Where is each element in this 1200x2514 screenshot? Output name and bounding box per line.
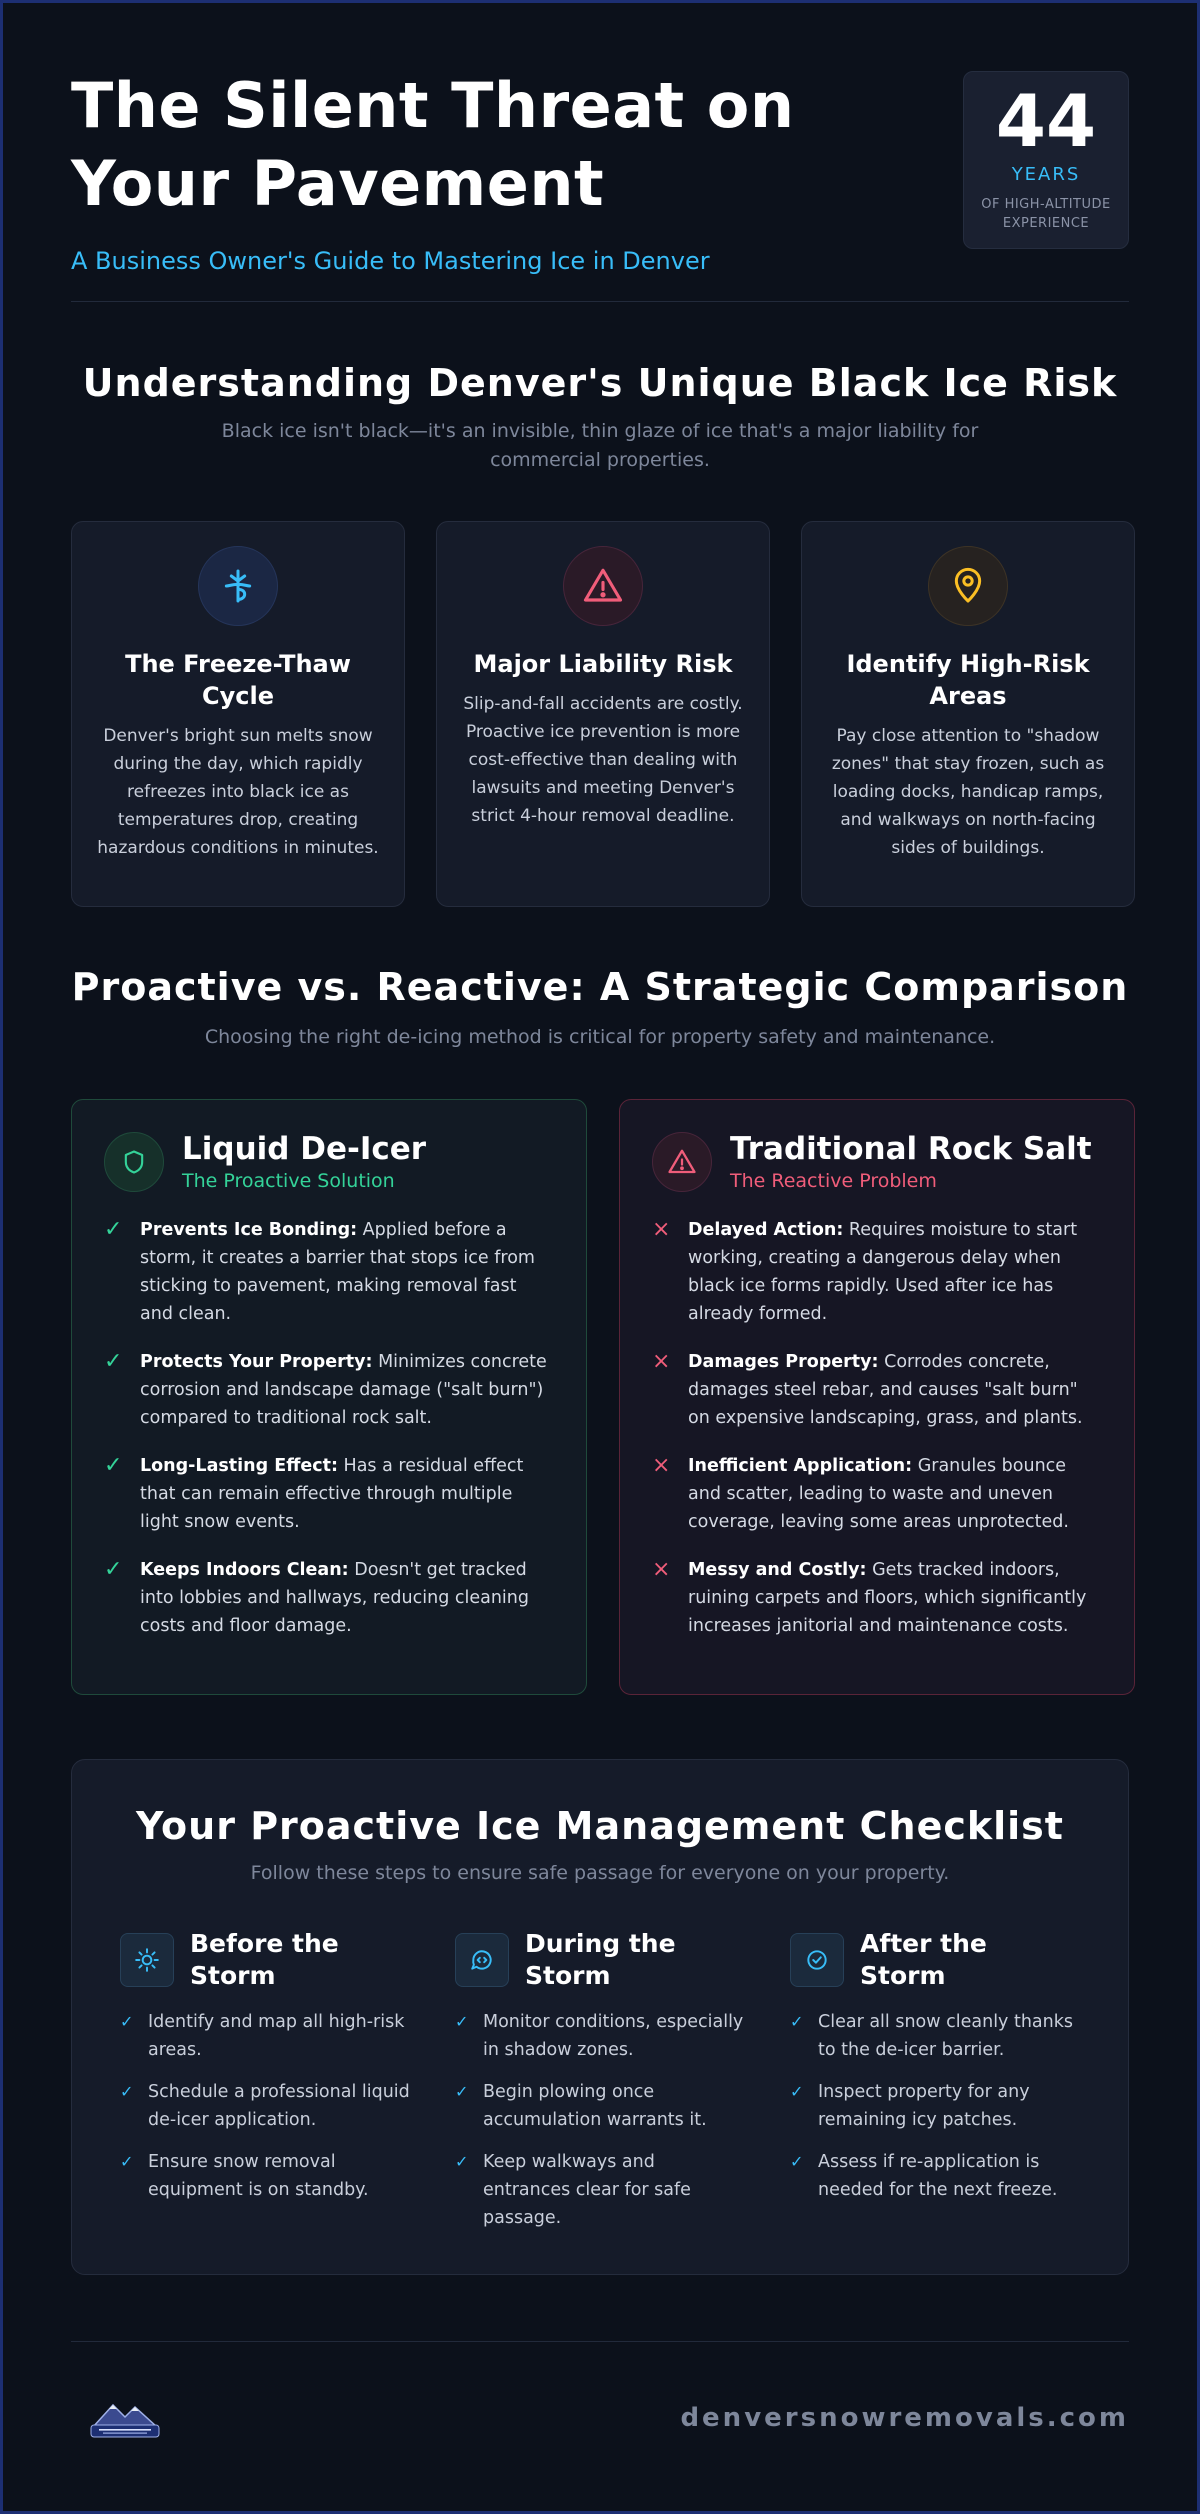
checklist-panel: [71, 1759, 1129, 2275]
item-text: Schedule a professional liquid de-icer application.: [148, 2082, 410, 2130]
rock-salt-card: [619, 1099, 1135, 1695]
liquid-deicer-list: [104, 1216, 554, 1640]
checklist-column-title: Before the Storm: [190, 1929, 339, 1990]
years-sublabel: OF HIGH-ALTITUDE EXPERIENCE: [981, 197, 1111, 231]
years-number: 44: [995, 79, 1097, 163]
risk-card-freeze-thaw: [71, 521, 405, 907]
item-text: Ensure snow removal equipment is on standby.: [148, 2152, 369, 2200]
check-icon: ✓: [790, 2082, 804, 2101]
rock-salt-tag: The Reactive Problem: [730, 1170, 937, 1192]
checklist-before-storm: [120, 1928, 410, 2218]
comparison-subtitle: Choosing the right de-icing method is critical for property safety and maintenance.: [204, 1026, 996, 1048]
item-lead: Inefficient Application:: [688, 1456, 913, 1476]
freeze-thaw-icon: [198, 546, 278, 626]
check-icon: ✓: [790, 2152, 804, 2171]
risk-section-title: Understanding Denver's Unique Black Ice Risk: [82, 361, 1118, 405]
risk-card-body: Denver's bright sun melts snow during the day, which rapidly refreezes into black ice as temperatures drop, creating hazardous conditions in minutes.: [97, 726, 379, 858]
header-divider: [71, 301, 1129, 302]
close-icon: ×: [652, 1557, 671, 1582]
list-item: [790, 2008, 1080, 2064]
website-link[interactable]: denversnowremovals.com: [680, 2403, 1129, 2433]
list-item: [652, 1556, 1102, 1640]
company-logo[interactable]: [85, 2395, 165, 2441]
checklist-during-storm: [455, 1928, 745, 2246]
check-icon: ✓: [104, 1557, 123, 1582]
shield-icon: [104, 1132, 164, 1192]
checklist-column-title: After the Storm: [860, 1929, 987, 1990]
list-item: [104, 1556, 554, 1640]
check-icon: ✓: [455, 2082, 469, 2101]
list-item: [455, 2148, 745, 2232]
warning-icon: [652, 1132, 712, 1192]
item-text: Applied before a storm, it creates a barrier that stops ice from sticking to pavement, making removal fast and clean.: [140, 1220, 535, 1324]
liquid-deicer-header: [104, 1130, 554, 1194]
checklist-subtitle: Follow these steps to ensure safe passage for everyone on your property.: [250, 1862, 950, 1884]
liquid-deicer-tag: The Proactive Solution: [182, 1170, 395, 1192]
risk-card-body: Slip-and-fall accidents are costly. Proactive ice prevention is more cost-effective than dealing with lawsuits and meeting Denver's strict 4-hour removal deadline.: [463, 694, 743, 826]
page-title: The Silent Threat on Your Pavement: [71, 69, 795, 220]
rock-salt-header: [652, 1130, 1102, 1194]
list-item: [455, 2008, 745, 2064]
list-item: [104, 1216, 554, 1328]
checklist-title: Your Proactive Ice Management Checklist: [136, 1804, 1064, 1848]
list-item: [455, 2078, 745, 2134]
item-lead: Protects Your Property:: [140, 1352, 373, 1372]
years-badge: [963, 71, 1129, 249]
close-icon: ×: [652, 1217, 671, 1242]
rock-salt-title: Traditional Rock Salt: [730, 1131, 1092, 1167]
list-item: [120, 2008, 410, 2064]
years-label: YEARS: [1011, 164, 1081, 185]
check-icon: ✓: [455, 2012, 469, 2031]
check-icon: ✓: [120, 2012, 134, 2031]
check-icon: ✓: [104, 1349, 123, 1374]
risk-card-title: Major Liability Risk: [473, 650, 733, 678]
rock-salt-list: [652, 1216, 1102, 1640]
item-lead: Delayed Action:: [688, 1220, 844, 1240]
risk-card-title: The Freeze-Thaw Cycle: [125, 650, 351, 710]
item-text: Begin plowing once accumulation warrants it.: [483, 2082, 707, 2130]
check-icon: ✓: [104, 1453, 123, 1478]
check-icon: ✓: [790, 2012, 804, 2031]
checklist-after-storm: [790, 1928, 1080, 2218]
risk-card-title: Identify High-Risk Areas: [846, 650, 1090, 710]
item-text: Clear all snow cleanly thanks to the de-icer barrier.: [818, 2012, 1073, 2060]
list-item: [652, 1452, 1102, 1536]
risk-card-liability: [436, 521, 770, 907]
close-icon: ×: [652, 1349, 671, 1374]
close-icon: ×: [652, 1453, 671, 1478]
sun-icon: [120, 1933, 174, 1987]
list-item: [120, 2148, 410, 2204]
check-icon: ✓: [104, 1217, 123, 1242]
list-item: [120, 2078, 410, 2134]
list-item: [790, 2148, 1080, 2204]
check-icon: ✓: [120, 2082, 134, 2101]
item-text: Granules bounce and scatter, leading to waste and uneven coverage, leaving some areas unprotected.: [688, 1456, 1069, 1532]
item-lead: Long-Lasting Effect:: [140, 1456, 338, 1476]
liquid-deicer-card: [71, 1099, 587, 1695]
item-text: Monitor conditions, especially in shadow zones.: [483, 2012, 744, 2060]
check-icon: ✓: [455, 2152, 469, 2171]
item-lead: Prevents Ice Bonding:: [140, 1220, 358, 1240]
item-text: Has a residual effect that can remain effective through multiple light snow events.: [140, 1456, 524, 1532]
risk-card-high-risk-areas: [801, 521, 1135, 907]
page-subtitle: A Business Owner's Guide to Mastering Ice in Denver: [71, 247, 710, 275]
item-text: Corrodes concrete, damages steel rebar, and causes "salt burn" on expensive landscaping, grass, and plants.: [688, 1352, 1083, 1428]
list-item: [790, 2078, 1080, 2134]
item-text: Gets tracked indoors, ruining carpets and floors, which significantly increases janitorial and maintenance costs.: [688, 1560, 1087, 1636]
check-icon: ✓: [120, 2152, 134, 2171]
list-item: [652, 1216, 1102, 1328]
risk-section-subtitle: Black ice isn't black—it's an invisible, thin glaze of ice that's a major liability for commercial properties.: [221, 420, 979, 471]
item-text: Inspect property for any remaining icy patches.: [818, 2082, 1030, 2130]
item-text: Assess if re-application is needed for the next freeze.: [818, 2152, 1058, 2200]
location-pin-icon: [928, 546, 1008, 626]
item-text: Requires moisture to start working, creating a dangerous delay when black ice forms rapidly. Used after ice has already formed.: [688, 1220, 1078, 1324]
item-lead: Keeps Indoors Clean:: [140, 1560, 349, 1580]
warning-icon: [563, 546, 643, 626]
item-lead: Messy and Costly:: [688, 1560, 867, 1580]
comparison-title: Proactive vs. Reactive: A Strategic Comparison: [71, 965, 1129, 1009]
footer-divider: [71, 2341, 1129, 2342]
checklist-column-title: During the Storm: [525, 1929, 676, 1990]
list-item: [652, 1348, 1102, 1432]
liquid-deicer-title: Liquid De-Icer: [182, 1131, 427, 1167]
check-circle-icon: [790, 1933, 844, 1987]
item-text: Identify and map all high-risk areas.: [148, 2012, 405, 2060]
item-text: Keep walkways and entrances clear for safe passage.: [483, 2152, 691, 2228]
list-item: [104, 1452, 554, 1536]
list-item: [104, 1348, 554, 1432]
item-text: Minimizes concrete corrosion and landscape damage ("salt burn") compared to traditional rock salt.: [140, 1352, 547, 1428]
risk-card-body: Pay close attention to "shadow zones" that stay frozen, such as loading docks, handicap ramps, and walkways on north-facing sides of buildings.: [831, 726, 1105, 858]
chat-code-icon: [455, 1933, 509, 1987]
item-lead: Damages Property:: [688, 1352, 879, 1372]
header: [71, 67, 1129, 307]
item-text: Doesn't get tracked into lobbies and hallways, reducing cleaning costs and floor damage.: [140, 1560, 529, 1636]
